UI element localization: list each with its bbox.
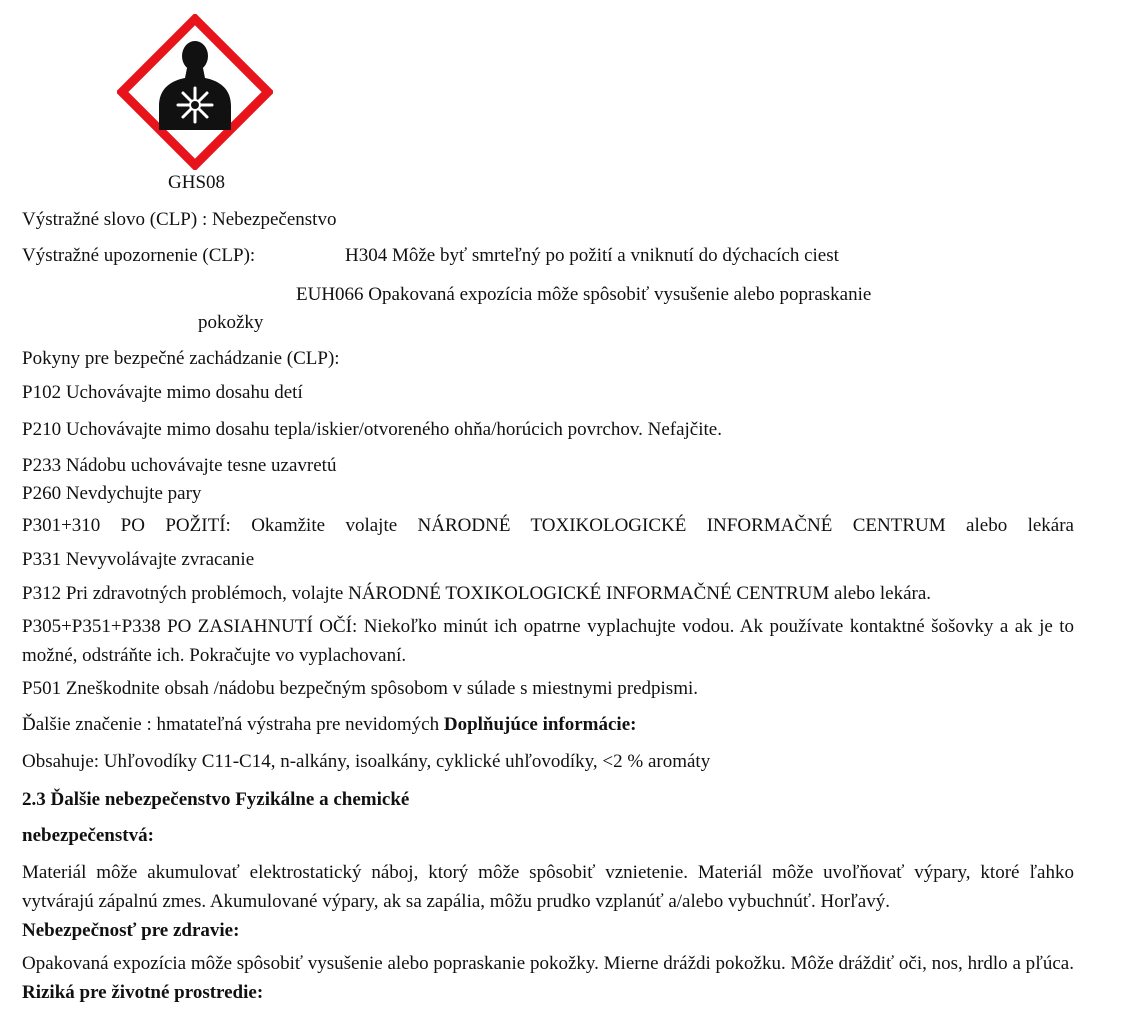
ghs08-pictogram (117, 14, 273, 170)
supplementary-info-heading: Doplňujúce informácie: (443, 714, 637, 735)
health-hazards-body: Opakovaná expozícia môže spôsobiť vysušenie alebo popraskanie pokožky. Mierne dráždi pokožku. Môže dráždiť oči, nos, hrdlo a pľúca. (22, 953, 1074, 974)
p331-statement: P331 Nevyvolávajte zvracanie (22, 549, 255, 570)
pictogram-label: GHS08 (168, 172, 226, 193)
p305-statement: P305+P351+P338 PO ZASIAHNUTÍ OČÍ: Niekoľko minút ich opatrne vyplachujte vodou. Ak používate kontaktné šošovky a ak je to možné, odstráňte ich. Pokračujte vo vyplachovaní. (22, 616, 1074, 666)
euh066-statement: EUH066 Opakovaná expozícia môže spôsobiť vysušenie alebo popraskanie (296, 284, 872, 305)
p210-statement: P210 Uchovávajte mimo dosahu tepla/iskier/otvoreného ohňa/horúcich povrchov. Nefajčite. (22, 419, 722, 440)
contains-line: Obsahuje: Uhľovodíky C11-C14, n-alkány, isoalkány, cyklické uhľovodíky, <2 % aromáty (22, 751, 711, 772)
other-labelling-line (22, 715, 636, 734)
p260-statement: P260 Nevdychujte pary (22, 483, 202, 504)
health-hazards-text (22, 949, 1074, 1007)
section-2-3-heading: 2.3 Ďalšie nebezpečenstvo Fyzikálne a chemické (22, 789, 410, 810)
ghs08-health-hazard-icon (117, 14, 273, 170)
hazard-statements-label: Výstražné upozornenie (CLP): (22, 245, 256, 266)
p501-statement: P501 Zneškodnite obsah /nádobu bezpečným spôsobom v súlade s miestnymi predpismi. (22, 678, 699, 699)
other-labelling-text: Ďalšie značenie : hmatateľná výstraha pre nevidomých (22, 714, 444, 735)
section-2-3-heading-continued: nebezpečenstvá: (22, 825, 154, 846)
p312-statement: P312 Pri zdravotných problémoch, volajte NÁRODNÉ TOXIKOLOGICKÉ INFORMAČNÉ CENTRUM alebo lekára. (22, 583, 932, 604)
p233-statement: P233 Nádobu uchovávajte tesne uzavretú (22, 455, 337, 476)
environment-hazards-heading: Riziká pre životné prostredie: (22, 982, 264, 1003)
physchem-hazards-text (22, 858, 1074, 945)
p301-statement: P301+310 PO POŽITÍ: Okamžite volajte NÁRODNÉ TOXIKOLOGICKÉ INFORMAČNÉ CENTRUM alebo lekára (22, 515, 1074, 536)
h304-statement: H304 Môže byť smrteľný po požití a vniknutí do dýchacích ciest (345, 245, 839, 266)
p102-statement: P102 Uchovávajte mimo dosahu detí (22, 382, 303, 403)
precautionary-heading: Pokyny pre bezpečné zachádzanie (CLP): (22, 348, 340, 369)
euh066-statement-continued: pokožky (198, 312, 264, 333)
physchem-hazards-body: Materiál môže akumulovať elektrostatický náboj, ktorý môže spôsobiť vznietenie. Materiál môže uvoľňovať výpary, ktoré ľahko vytvárajú zápalnú zmes. Akumulované výpary, ak sa zapália, môžu prudko vzplanúť a/alebo vybuchnúť. Horľavý. (22, 862, 1074, 912)
health-hazards-heading: Nebezpečnosť pre zdravie: (22, 920, 240, 941)
signal-word-line: Výstražné slovo (CLP) : Nebezpečenstvo (22, 209, 337, 230)
